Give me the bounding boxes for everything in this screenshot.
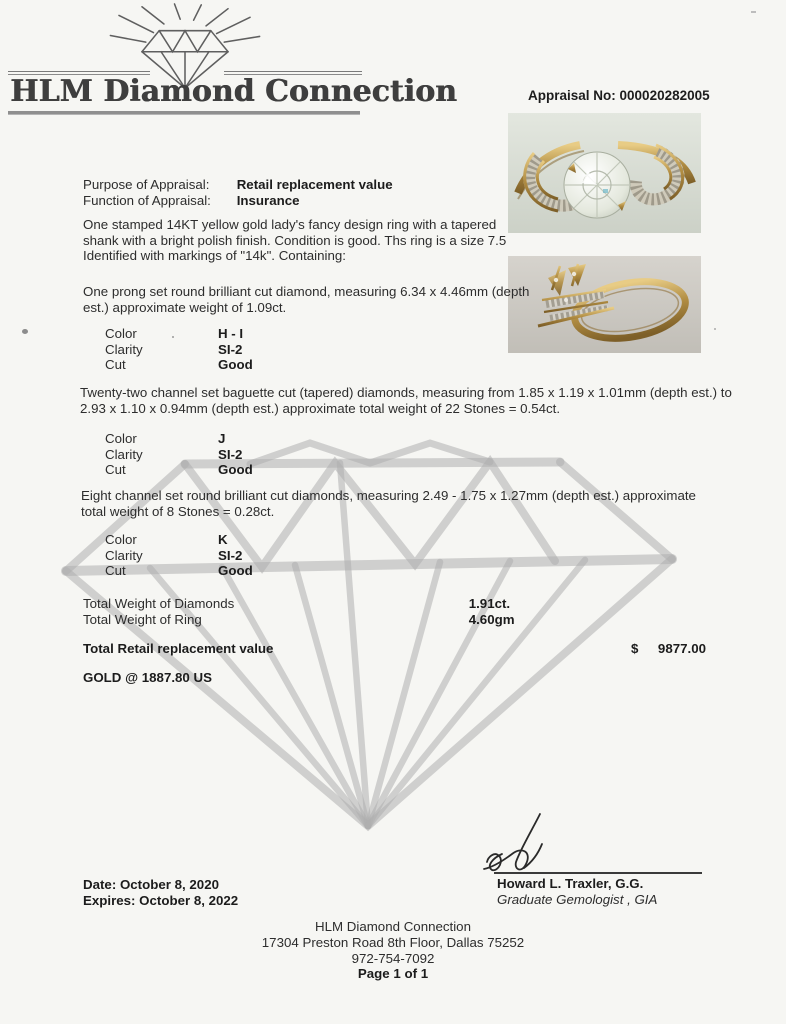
grade-value: Good (218, 357, 253, 372)
gold-price-note: GOLD @ 1887.80 US (83, 670, 212, 685)
handwritten-signature (478, 810, 578, 874)
grade-value: J (218, 431, 226, 446)
totals-block (83, 596, 515, 627)
scan-speck (714, 328, 716, 330)
date-line: Date: October 8, 2020 (83, 877, 219, 892)
grade-row (105, 342, 253, 358)
footer-phone: 972-754-7092 (351, 950, 435, 966)
grade-row (105, 357, 253, 373)
stone1-description: One prong set round brilliant cut diamond, measuring 6.34 x 4.46mm (depth est.) approximate weight of 1.09ct. (83, 284, 530, 315)
stone3-description: Eight channel set round brilliant cut diamonds, measuring 2.49 - 1.75 x 1.27mm (depth est.) approximate total weight of 8 Stones = 0.28ct. (81, 488, 696, 519)
validity-block (83, 877, 238, 909)
total-ring-row (83, 612, 515, 628)
scan-speck (751, 11, 756, 13)
scan-speck (172, 336, 174, 338)
appraiser-title: Graduate Gemologist , GIA (497, 892, 658, 907)
total-diamonds-value: 1.91ct. (468, 596, 511, 611)
retail-value-label: Total Retail replacement value (83, 641, 274, 656)
function-value: Insurance (236, 192, 300, 208)
stone1-grade-table (105, 326, 253, 373)
grade-value: SI-2 (218, 341, 243, 357)
grade-value: Good (218, 462, 253, 477)
grade-row (105, 563, 253, 579)
appraisal-number-label: Appraisal No: (528, 88, 616, 103)
footer-address: 17304 Preston Road 8th Floor, Dallas 75252 (261, 934, 525, 950)
appraisal-number-value: 000020282005 (619, 88, 710, 103)
appraisal-number (528, 88, 710, 103)
stone2-grade-table (105, 431, 253, 478)
ring-top-view-photo (508, 113, 701, 233)
total-diamonds-row (83, 596, 515, 612)
expires-line: Expires: October 8, 2022 (83, 893, 239, 908)
grade-value: K (218, 532, 228, 547)
appraiser-name: Howard L. Traxler, G.G. (497, 876, 644, 891)
grade-value: SI-2 (218, 446, 243, 462)
stone3-grade-table (105, 532, 253, 579)
signature-line (494, 872, 702, 874)
grade-label: Cut (105, 462, 126, 477)
grade-label: Clarity (105, 547, 143, 563)
grade-row (105, 548, 253, 564)
footer-page-number: Page 1 of 1 (357, 966, 429, 982)
grade-label: Color (105, 431, 137, 446)
grade-value: H - I (218, 326, 244, 341)
function-row (83, 193, 393, 209)
grade-label: Color (105, 326, 137, 341)
grade-label: Clarity (105, 446, 143, 462)
grade-label: Cut (105, 563, 126, 578)
company-logo-text: HLM Diamond Connection (10, 74, 457, 109)
header-rule-bottom (8, 111, 360, 115)
item-description: One stamped 14KT yellow gold lady's fancy design ring with a tapered shank with a bright polish finish. Condition is good. Ths ring is a size 7.5 Identified with markings of "14k". Containing: (83, 217, 507, 263)
grade-value: Good (218, 563, 253, 578)
footer-company: HLM Diamond Connection (315, 919, 471, 934)
grade-row (105, 326, 253, 342)
grade-value: SI-2 (218, 547, 243, 563)
grade-row (105, 462, 253, 478)
total-diamonds-label: Total Weight of Diamonds (83, 596, 235, 611)
purpose-row (83, 177, 393, 193)
stone2-description: Twenty-two channel set baguette cut (tapered) diamonds, measuring from 1.85 x 1.19 x 1.01mm (depth est.) to 2.93 x 1.10 x 0.94mm (depth est.) approximate total weight of 22 Stones = 0.54ct. (80, 385, 732, 416)
grade-row (105, 532, 253, 548)
scan-speck (22, 329, 28, 334)
total-ring-label: Total Weight of Ring (83, 611, 202, 627)
total-ring-value: 4.60gm (468, 611, 515, 627)
function-label: Function of Appraisal: (83, 192, 211, 208)
grade-row (105, 431, 253, 447)
footer (0, 919, 786, 982)
purpose-value: Retail replacement value (236, 177, 393, 192)
appraisal-meta (83, 177, 393, 208)
retail-value-amount: 9877.00 (657, 641, 706, 656)
grade-label: Color (105, 532, 137, 547)
currency-symbol: $ (631, 641, 639, 656)
ring-side-view-photo (508, 256, 701, 353)
grade-label: Clarity (105, 341, 143, 357)
grade-row (105, 447, 253, 463)
grade-label: Cut (105, 357, 126, 372)
purpose-label: Purpose of Appraisal: (83, 177, 210, 192)
